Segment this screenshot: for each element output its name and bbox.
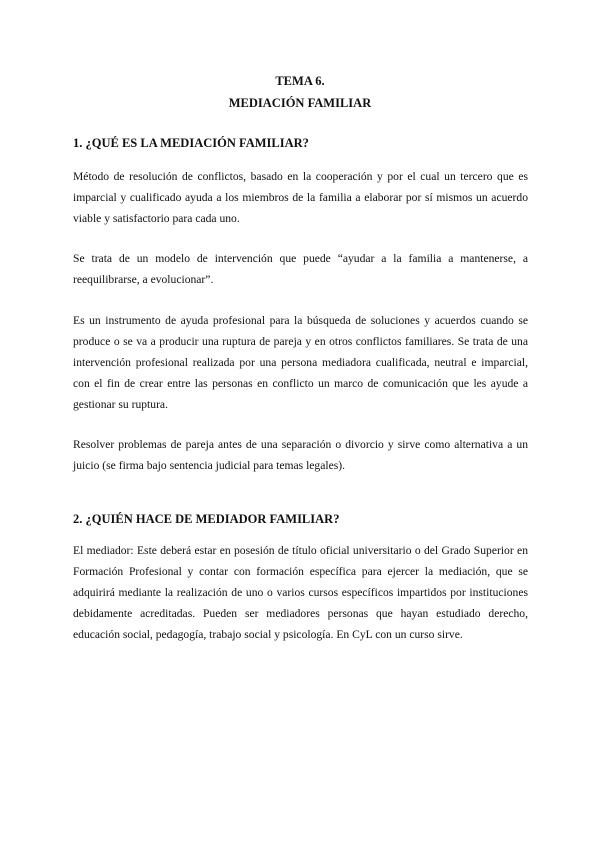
section-1-paragraph-3: Es un instrumento de ayuda profesional para la búsqueda de soluciones y acuerdos cuando se produce o se va a producir una ruptura de pareja y en otros conflictos familiares. Se trata de una intervención profesional realizada por una persona mediadora cualificada, neutral e imparcial, con el fin de crear entre las personas en conflicto un marco de comunicación que les ayude a gestionar su ruptura.	[73, 314, 528, 411]
section-2-heading: 2. ¿QUIÉN HACE DE MEDIADOR FAMILIAR?	[73, 512, 340, 526]
title-block	[0, 70, 600, 114]
section-1-paragraph-2: Se trata de un modelo de intervención que puede “ayudar a la familia a mantenerse, a reequilibrarse, a evolucionar”.	[73, 252, 528, 286]
section-2-paragraph-1: El mediador: Este deberá estar en posesión de título oficial universitario o del Grado Superior en Formación Profesional y contar con formación específica para ejercer la mediación, que se adquirirá mediante la realización de uno o varios cursos específicos impartidos por instituciones debidamente acreditadas. Pueden ser mediadores personas que hayan estudiado derecho, educación social, pedagogía, trabajo social y psicología. En CyL con un curso sirve.	[73, 544, 528, 641]
section-1-paragraph-4: Resolver problemas de pareja antes de una separación o divorcio y sirve como alternativa a un juicio (se firma bajo sentencia judicial para temas legales).	[73, 438, 528, 472]
section-1-paragraph-1: Método de resolución de conflictos, basado en la cooperación y por el cual un tercero que es imparcial y cualificado ayuda a los miembros de la familia a elaborar por sí mismos un acuerdo viable y satisfactorio para cada uno.	[73, 170, 528, 225]
tema-label: TEMA 6.	[275, 74, 325, 88]
section-1-heading: 1. ¿QUÉ ES LA MEDIACIÓN FAMILIAR?	[73, 136, 309, 150]
document-title: MEDIACIÓN FAMILIAR	[228, 96, 372, 110]
